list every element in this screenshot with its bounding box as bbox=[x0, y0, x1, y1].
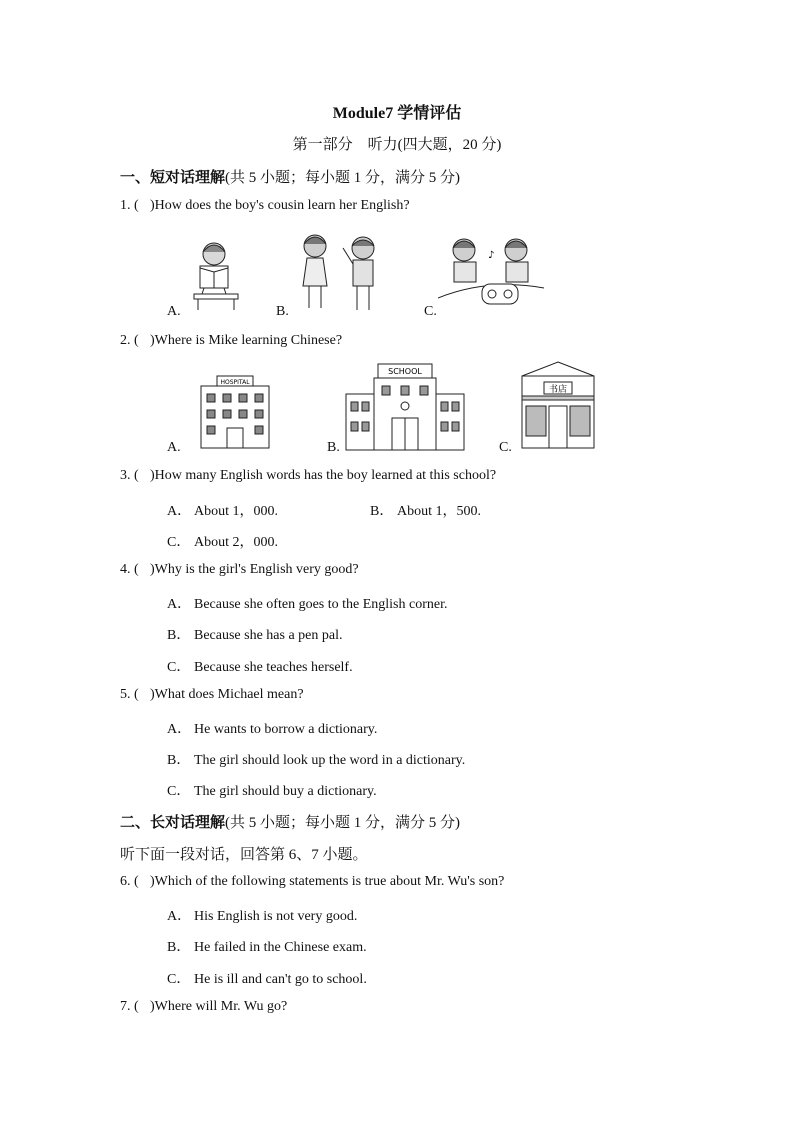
answer-blank[interactable]: ) bbox=[150, 874, 155, 889]
q6-option-a[interactable]: A． His English is not very good. bbox=[167, 909, 358, 924]
q3-option-a[interactable]: A． About 1，000. bbox=[167, 504, 278, 519]
question-2-number: 2. ( bbox=[120, 333, 139, 348]
question-3-number: 3. ( bbox=[120, 468, 139, 483]
question-6 bbox=[120, 874, 504, 890]
answer-blank[interactable]: ) bbox=[150, 687, 155, 702]
q1-option-a-label: A. bbox=[167, 304, 181, 319]
listening-instruction: 听下面一段对话，回答第 6、7 小题。 bbox=[120, 847, 368, 863]
girl-and-boy-with-radio-icon bbox=[438, 228, 546, 316]
section-2-note: (共 5 小题；每小题 1 分，满分 5 分) bbox=[225, 815, 461, 831]
q5-option-b[interactable]: B． The girl should look up the word in a dictionary. bbox=[167, 753, 466, 768]
question-1-text: How does the boy's cousin learn her English? bbox=[154, 198, 410, 213]
bookstore-building-icon bbox=[518, 360, 598, 450]
school-sign: SCHOOL bbox=[388, 367, 422, 376]
section-2-heading bbox=[120, 811, 460, 832]
section-1-label: 一、短对话理解 bbox=[120, 170, 226, 186]
question-2-text: Where is Mike learning Chinese? bbox=[154, 333, 343, 348]
question-4-text: Why is the girl's English very good? bbox=[154, 562, 359, 577]
question-6-text: Which of the following statements is true about Mr. Wu's son? bbox=[154, 874, 505, 889]
question-7-text: Where will Mr. Wu go? bbox=[154, 999, 288, 1014]
q6-option-b[interactable]: B． He failed in the Chinese exam. bbox=[167, 940, 367, 955]
school-building-icon bbox=[344, 362, 466, 452]
question-3-text: How many English words has the boy learned at this school? bbox=[154, 468, 497, 483]
part-subtitle: 第一部分 听力(四大题，20 分) bbox=[292, 137, 502, 153]
answer-blank[interactable]: ) bbox=[150, 562, 155, 577]
svg-text:♪: ♪ bbox=[488, 250, 495, 261]
q2-option-c-label: C. bbox=[499, 440, 512, 455]
hospital-sign: HOSPITAL bbox=[220, 379, 250, 386]
q4-option-a[interactable]: A． Because she often goes to the English corner. bbox=[167, 597, 448, 612]
question-3 bbox=[120, 468, 496, 484]
question-4-number: 4. ( bbox=[120, 562, 139, 577]
answer-blank[interactable]: ) bbox=[150, 468, 155, 483]
section-1-heading bbox=[120, 166, 460, 187]
section-1-note: (共 5 小题；每小题 1 分，满分 5 分) bbox=[225, 170, 461, 186]
q1-option-b-label: B. bbox=[276, 304, 289, 319]
section-2-label: 二、长对话理解 bbox=[120, 815, 226, 831]
answer-blank[interactable]: ) bbox=[150, 333, 155, 348]
q2-option-b-label: B. bbox=[327, 440, 340, 455]
question-1 bbox=[120, 198, 410, 214]
q1-option-c-label: C. bbox=[424, 304, 437, 319]
q5-option-a[interactable]: A． He wants to borrow a dictionary. bbox=[167, 722, 378, 737]
q2-option-a-label: A. bbox=[167, 440, 181, 455]
answer-blank[interactable]: ) bbox=[150, 198, 155, 213]
answer-blank[interactable]: ) bbox=[150, 999, 155, 1014]
q4-option-c[interactable]: C． Because she teaches herself. bbox=[167, 660, 353, 675]
q5-option-c[interactable]: C． The girl should buy a dictionary. bbox=[167, 784, 377, 799]
question-5-text: What does Michael mean? bbox=[154, 687, 304, 702]
girl-and-boy-talking-icon bbox=[293, 228, 388, 316]
question-7 bbox=[120, 999, 287, 1015]
q6-option-c[interactable]: C． He is ill and can't go to school. bbox=[167, 972, 367, 987]
q3-option-c[interactable]: C． About 2，000. bbox=[167, 535, 278, 550]
question-1-number: 1. ( bbox=[120, 198, 139, 213]
question-6-number: 6. ( bbox=[120, 874, 139, 889]
question-5-number: 5. ( bbox=[120, 687, 139, 702]
page-title: Module7 学情评估 bbox=[332, 105, 462, 122]
girl-reading-book-icon bbox=[188, 236, 246, 314]
question-4 bbox=[120, 562, 359, 578]
question-5 bbox=[120, 687, 304, 703]
hospital-building-icon bbox=[195, 372, 275, 452]
q4-option-b[interactable]: B． Because she has a pen pal. bbox=[167, 628, 343, 643]
bookstore-sign: 书店 bbox=[548, 385, 568, 395]
question-7-number: 7. ( bbox=[120, 999, 139, 1014]
q3-option-b[interactable]: B． About 1，500. bbox=[370, 504, 481, 519]
question-2 bbox=[120, 333, 342, 349]
